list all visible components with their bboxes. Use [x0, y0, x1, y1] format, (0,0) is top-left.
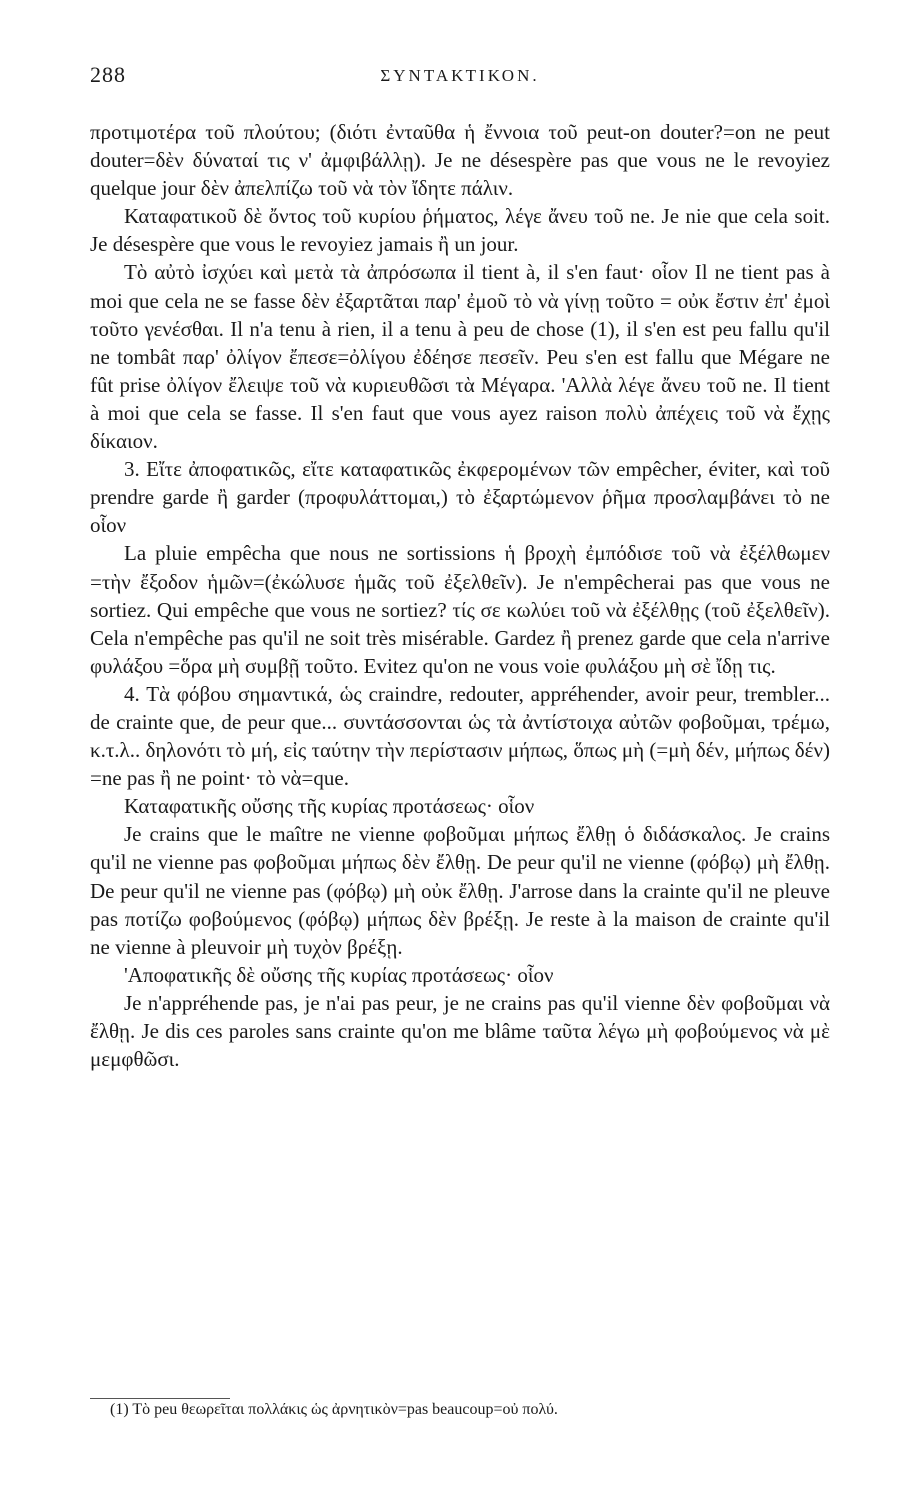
body-text: [90, 118, 830, 1073]
example-paragraph: La pluie empêcha que nous ne sortissions ἡ βροχὴ ἐμπόδισε τοῦ νὰ ἐξέλθωμεν =τὴν ἔξοδον ἡμῶν=(ἐκώλυσε ἡμᾶς τοῦ ἐξελθεῖν). Je n'empêcherai pas que vous ne sortiez. Qui empêche que vous ne sortiez? τίς σε κωλύει τοῦ νὰ ἐξέλθῃς (τοῦ ἐξελθεῖν). Cela n'empêche pas qu'il ne soit très misérable. Gardez ἢ prenez garde que cela n'arrive φυλάξου =ὅρα μὴ συμβῇ τοῦτο. Evitez qu'on ne vous voie φυλάξου μὴ σὲ ἴδῃ τις.: [90, 541, 830, 678]
paragraph: Καταφατικοῦ δὲ ὄντος τοῦ κυρίου ῥήματος, λέγε ἄνευ τοῦ ne. Je nie que cela soit. Je désespère que vous le revoyiez jamais ἢ un jour.: [90, 204, 830, 257]
paragraph-continuation: προτιμοτέρα τοῦ πλούτου; (διότι ἐνταῦθα ἡ ἔννοια τοῦ peut-on douter?=on ne peut douter=δὲν δύναταί τις ν' ἀμφιβάλλῃ). Je ne désespère pas que vous ne le revoyiez quelque jour δὲν ἀπελπίζω τοῦ νὰ τὸν ἴδητε πάλιν.: [90, 120, 830, 201]
footnote-divider: [90, 1398, 230, 1399]
subheading-negative: 'Αποφατικῆς δὲ οὔσης τῆς κυρίας προτάσεως· οἷον: [124, 962, 554, 987]
example-paragraph: Je crains que le maître ne vienne φοβοῦμαι μήπως ἔλθῃ ὁ διδάσκαλος. Je crains qu'il ne vienne pas φοβοῦμαι μήπως δὲν ἔλθῃ. De peur qu'il ne vienne (φόβῳ) μὴ ἔλθῃ. De peur qu'il ne vienne pas (φόβῳ) μὴ οὐκ ἔλθῃ. J'arrose dans la crainte qu'il ne pleuve pas ποτίζω φοβούμενος (φόβῳ) μήπως δὲν βρέξῃ. Je reste à la maison de crainte qu'il ne vienne à pleuvoir μὴ τυχὸν βρέξῃ.: [90, 822, 830, 959]
section-4-paragraph: 4. Τὰ φόβου σημαντικά, ὡς craindre, redouter, appréhender, avoir peur, trembler... de crainte que, de peur que... συντάσσονται ὡς τὰ ἀντίστοιχα αὐτῶν φοβοῦμαι, τρέμω, κ.τ.λ.. δηλονότι τὸ μή, εἰς ταύτην τὴν περίστασιν μήπως, ὅπως μὴ (=μὴ δέν, μήπως δέν) =ne pas ἢ ne point· τὸ νὰ=que.: [90, 681, 830, 791]
subheading-affirmative: Καταφατικῆς οὔσης τῆς κυρίας προτάσεως· οἷον: [124, 794, 535, 819]
page-header: [90, 62, 830, 92]
footnote: (1) Τὸ peu θεωρεῖται πολλάκις ὡς ἀρνητικὸν=pas beaucoup=οὐ πολύ.: [110, 1401, 558, 1418]
example-paragraph: Je n'appréhende pas, je n'ai pas peur, je ne crains pas qu'il vienne δὲν φοβοῦμαι νὰ ἔλθῃ. Je dis ces paroles sans crainte qu'on me blâme ταῦτα λέγω μὴ φοβούμενος νὰ μὲ μεμφθῶσι.: [90, 990, 830, 1072]
section-3-paragraph: 3. Εἴτε ἀποφατικῶς, εἴτε καταφατικῶς ἐκφερομένων τῶν empêcher, éviter, καὶ τοῦ prendre garde ἢ garder (προφυλάττομαι,) τὸ ἐξαρτώμενον ῥῆμα προσλαμβάνει τὸ ne οἷον: [90, 457, 830, 538]
running-title: ΣΥΝΤΑΚΤΙΚΟΝ.: [380, 66, 540, 85]
paragraph: Τὸ αὐτὸ ἰσχύει καὶ μετὰ τὰ ἀπρόσωπα il tient à, il s'en faut· οἷον Il ne tient pas à moi que cela ne se fasse δὲν ἐξαρτᾶται παρ' ἐμοῦ τὸ νὰ γίνῃ τοῦτο = οὐκ ἔστιν ἐπ' ἐμοὶ τοῦτο γενέσθαι. Il n'a tenu à rien, il a tenu à peu de chose (1), il s'en est peu fallu qu'il ne tombât παρ' ὀλίγον ἔπεσε=ὀλίγου ἐδέησε πεσεῖν. Peu s'en est fallu que Mégare ne fût prise ὀλίγον ἔλειψε τοῦ νὰ κυριευθῶσι τὰ Μέγαρα. 'Αλλὰ λέγε ἄνευ τοῦ ne. Il tient à moi que cela se fasse. Il s'en faut que vous ayez raison πολὺ ἀπέχεις τοῦ νὰ ἔχῃς δίκαιον.: [90, 260, 830, 454]
page-number: 288: [90, 62, 126, 87]
